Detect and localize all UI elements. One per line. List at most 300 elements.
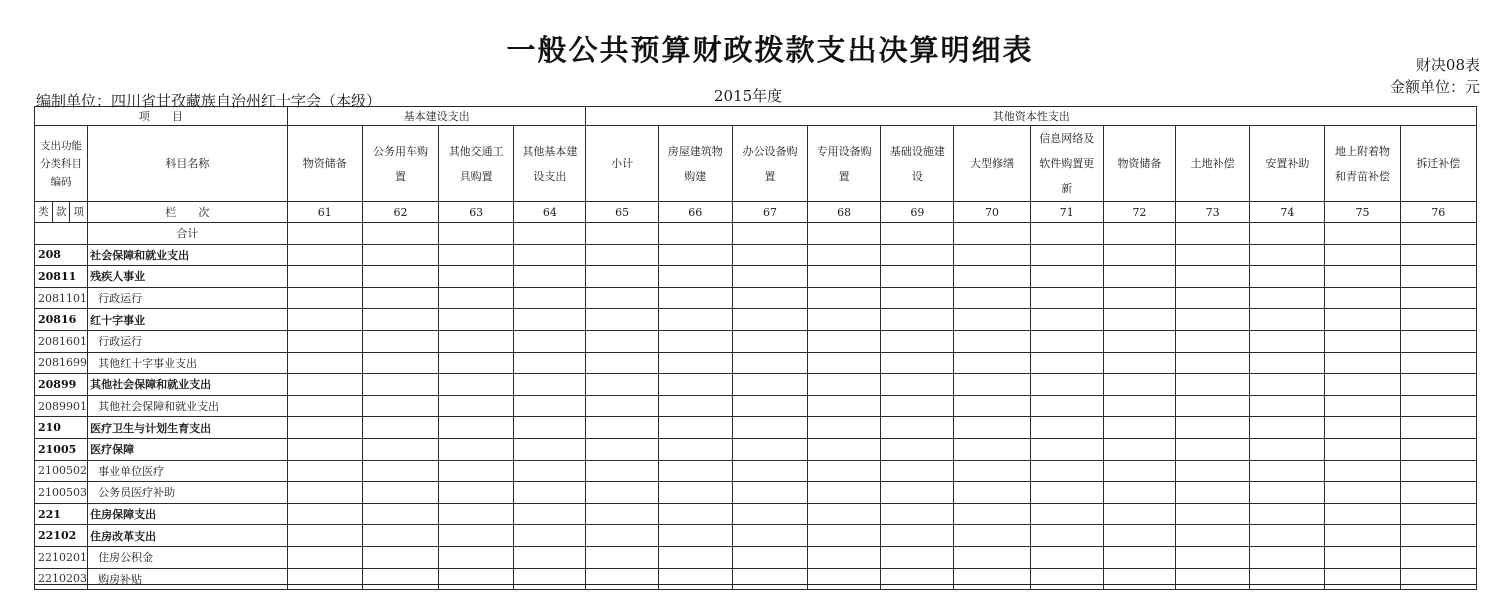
amount-cell — [1030, 287, 1103, 309]
amount-cell — [954, 287, 1030, 309]
amount-cell — [586, 244, 658, 266]
amount-cell — [881, 330, 954, 352]
amount-cell — [1250, 460, 1325, 482]
subject-code: 2100503 — [35, 482, 88, 504]
amount-cell — [1250, 482, 1325, 504]
amount-cell — [586, 503, 658, 525]
amount-cell — [362, 287, 438, 309]
amount-cell — [287, 417, 362, 439]
amount-cell — [732, 330, 807, 352]
amount-cell — [586, 568, 658, 590]
page-title: 一般公共预算财政拨款支出决算明细表 — [506, 33, 1034, 67]
amount-cell — [954, 546, 1030, 568]
table-row — [35, 438, 1477, 460]
amount-cell — [586, 438, 658, 460]
amount-cell — [1325, 482, 1400, 504]
item-header: 项 目 — [35, 107, 288, 126]
amount-cell — [881, 266, 954, 288]
subject-name: 行政运行 — [88, 330, 288, 352]
amount-cell — [808, 395, 881, 417]
amount-cell — [1325, 330, 1400, 352]
amount-cell — [954, 309, 1030, 331]
amount-cell — [1250, 417, 1325, 439]
subject-name: 住房公积金 — [88, 546, 288, 568]
amount-cell — [1250, 352, 1325, 374]
column-number: 66 — [658, 202, 732, 223]
amount-cell — [514, 266, 586, 288]
amount-cell — [439, 438, 514, 460]
amount-cell — [586, 374, 658, 396]
amount-cell — [954, 352, 1030, 374]
amount-cell — [732, 525, 807, 547]
amount-cell — [1325, 266, 1400, 288]
column-number: 67 — [732, 202, 807, 223]
column-number: 75 — [1325, 202, 1400, 223]
amount-cell — [881, 482, 954, 504]
amount-cell — [439, 460, 514, 482]
amount-cell — [586, 525, 658, 547]
column-number-label: 栏 次 — [88, 202, 288, 223]
amount-cell — [881, 503, 954, 525]
amount-cell — [287, 503, 362, 525]
amount-cell — [287, 460, 362, 482]
amount-cell — [1325, 417, 1400, 439]
subject-code: 208 — [35, 244, 88, 266]
amount-cell — [362, 438, 438, 460]
expenditure-detail-table — [34, 106, 1477, 590]
amount-cell — [954, 417, 1030, 439]
subject-name: 医疗保障 — [88, 438, 288, 460]
total-value-cell — [1400, 223, 1476, 245]
amount-cell — [732, 503, 807, 525]
amount-cell — [1030, 525, 1103, 547]
amount-cell — [954, 568, 1030, 590]
amount-cell — [1176, 525, 1250, 547]
amount-cell — [1176, 460, 1250, 482]
amount-cell — [954, 460, 1030, 482]
amount-cell — [439, 417, 514, 439]
amount-cell — [287, 546, 362, 568]
table-row — [35, 287, 1477, 309]
amount-cell — [808, 438, 881, 460]
column-header: 办公设备购置 — [732, 126, 807, 202]
amount-cell — [1325, 395, 1400, 417]
amount-cell — [439, 568, 514, 590]
amount-cell — [1103, 352, 1175, 374]
amount-cell — [954, 438, 1030, 460]
amount-cell — [658, 525, 732, 547]
amount-cell — [439, 330, 514, 352]
column-header: 其他交通工具购置 — [439, 126, 514, 202]
amount-cell — [287, 374, 362, 396]
amount-cell — [1325, 352, 1400, 374]
amount-cell — [1030, 395, 1103, 417]
amount-cell — [1325, 525, 1400, 547]
subject-name: 红十字事业 — [88, 309, 288, 331]
group-other-capital: 其他资本性支出 — [586, 107, 1477, 126]
amount-cell — [1400, 525, 1476, 547]
column-number: 71 — [1030, 202, 1103, 223]
amount-cell — [514, 287, 586, 309]
column-header: 拆迁补偿 — [1400, 126, 1476, 202]
amount-cell — [658, 287, 732, 309]
amount-cell — [1103, 460, 1175, 482]
code-header: 支出功能分类科目编码 — [35, 126, 88, 202]
amount-cell — [1250, 266, 1325, 288]
subject-name: 公务员医疗补助 — [88, 482, 288, 504]
amount-cell — [439, 352, 514, 374]
amount-cell — [881, 352, 954, 374]
column-number: 73 — [1176, 202, 1250, 223]
amount-cell — [954, 503, 1030, 525]
amount-cell — [808, 266, 881, 288]
column-number: 68 — [808, 202, 881, 223]
table-row — [35, 503, 1477, 525]
amount-cell — [1325, 460, 1400, 482]
amount-cell — [439, 482, 514, 504]
column-number: 63 — [439, 202, 514, 223]
amount-cell — [808, 546, 881, 568]
subject-name: 住房保障支出 — [88, 503, 288, 525]
amount-cell — [287, 525, 362, 547]
amount-cell — [1103, 309, 1175, 331]
amount-cell — [586, 330, 658, 352]
amount-cell — [658, 546, 732, 568]
amount-cell — [1250, 374, 1325, 396]
amount-cell — [514, 330, 586, 352]
amount-cell — [439, 309, 514, 331]
amount-cell — [808, 330, 881, 352]
amount-cell — [362, 244, 438, 266]
subject-code: 20816 — [35, 309, 88, 331]
amount-cell — [1400, 460, 1476, 482]
amount-cell — [954, 330, 1030, 352]
amount-cell — [1176, 482, 1250, 504]
amount-cell — [1176, 395, 1250, 417]
amount-cell — [287, 309, 362, 331]
amount-cell — [658, 417, 732, 439]
column-header: 土地补偿 — [1176, 126, 1250, 202]
amount-cell — [1176, 352, 1250, 374]
amount-cell — [658, 352, 732, 374]
amount-cell — [1400, 568, 1476, 590]
amount-cell — [658, 503, 732, 525]
amount-cell — [1400, 417, 1476, 439]
amount-cell — [658, 374, 732, 396]
amount-cell — [439, 525, 514, 547]
column-number: 64 — [514, 202, 586, 223]
amount-cell — [732, 374, 807, 396]
amount-cell — [514, 482, 586, 504]
total-value-cell — [732, 223, 807, 245]
amount-cell — [1103, 244, 1175, 266]
amount-cell — [732, 482, 807, 504]
amount-cell — [954, 482, 1030, 504]
column-header: 基础设施建设 — [881, 126, 954, 202]
amount-cell — [658, 395, 732, 417]
amount-cell — [1400, 546, 1476, 568]
total-value-cell — [1030, 223, 1103, 245]
amount-cell — [586, 460, 658, 482]
amount-cell — [1325, 244, 1400, 266]
amount-cell — [1400, 482, 1476, 504]
amount-cell — [1176, 438, 1250, 460]
column-header: 小计 — [586, 126, 658, 202]
amount-cell — [514, 503, 586, 525]
form-number: 财决08表 — [1415, 56, 1480, 74]
subject-name: 住房改革支出 — [88, 525, 288, 547]
amount-cell — [362, 266, 438, 288]
amount-cell — [1400, 330, 1476, 352]
amount-cell — [1103, 525, 1175, 547]
amount-cell — [954, 244, 1030, 266]
amount-cell — [514, 546, 586, 568]
subject-name: 医疗卫生与计划生育支出 — [88, 417, 288, 439]
table-row — [35, 482, 1477, 504]
amount-cell — [1176, 266, 1250, 288]
amount-cell — [881, 546, 954, 568]
amount-cell — [1250, 395, 1325, 417]
amount-cell — [881, 287, 954, 309]
amount-cell — [808, 287, 881, 309]
amount-cell — [732, 395, 807, 417]
amount-cell — [881, 568, 954, 590]
amount-cell — [1103, 330, 1175, 352]
amount-cell — [732, 266, 807, 288]
amount-cell — [808, 309, 881, 331]
amount-cell — [1030, 244, 1103, 266]
amount-cell — [514, 438, 586, 460]
amount-cell — [439, 503, 514, 525]
subject-code: 2081699 — [35, 352, 88, 374]
amount-cell — [514, 395, 586, 417]
amount-cell — [881, 244, 954, 266]
amount-cell — [1030, 546, 1103, 568]
amount-cell — [1030, 352, 1103, 374]
amount-cell — [586, 482, 658, 504]
amount-cell — [439, 374, 514, 396]
amount-cell — [287, 244, 362, 266]
amount-cell — [362, 503, 438, 525]
amount-cell — [954, 395, 1030, 417]
amount-cell — [732, 568, 807, 590]
amount-cell — [362, 309, 438, 331]
total-value-cell — [1176, 223, 1250, 245]
amount-cell — [1325, 568, 1400, 590]
amount-cell — [1400, 244, 1476, 266]
amount-cell — [1030, 568, 1103, 590]
amount-cell — [362, 525, 438, 547]
amount-cell — [1103, 503, 1175, 525]
subject-name: 社会保障和就业支出 — [88, 244, 288, 266]
amount-cell — [1030, 460, 1103, 482]
table-row — [35, 525, 1477, 547]
subject-name: 残疾人事业 — [88, 266, 288, 288]
table-row — [35, 568, 1477, 590]
amount-cell — [514, 525, 586, 547]
amount-cell — [1103, 266, 1175, 288]
amount-cell — [586, 309, 658, 331]
amount-cell — [514, 460, 586, 482]
amount-cell — [881, 525, 954, 547]
table-row — [35, 330, 1477, 352]
subject-code: 2081101 — [35, 287, 88, 309]
subject-code: 221 — [35, 503, 88, 525]
amount-cell — [1325, 438, 1400, 460]
total-value-cell — [514, 223, 586, 245]
subject-name: 行政运行 — [88, 287, 288, 309]
amount-cell — [1176, 287, 1250, 309]
level-section: 款 — [53, 202, 71, 222]
amount-cell — [808, 374, 881, 396]
column-number: 62 — [362, 202, 438, 223]
amount-cell — [881, 374, 954, 396]
amount-cell — [586, 287, 658, 309]
amount-cell — [732, 352, 807, 374]
amount-cell — [881, 309, 954, 331]
amount-cell — [514, 374, 586, 396]
amount-cell — [1325, 374, 1400, 396]
amount-cell — [881, 417, 954, 439]
amount-cell — [586, 266, 658, 288]
amount-cell — [439, 244, 514, 266]
reporting-unit: 编制单位：四川省甘孜藏族自治州红十字会（本级） — [36, 92, 382, 110]
amount-cell — [732, 309, 807, 331]
subject-name: 其他社会保障和就业支出 — [88, 395, 288, 417]
amount-cell — [1250, 503, 1325, 525]
amount-cell — [1400, 266, 1476, 288]
amount-cell — [362, 568, 438, 590]
amount-cell — [362, 417, 438, 439]
amount-cell — [1325, 287, 1400, 309]
amount-cell — [1030, 417, 1103, 439]
amount-cell — [658, 438, 732, 460]
amount-cell — [881, 395, 954, 417]
amount-cell — [1030, 503, 1103, 525]
table-row — [35, 244, 1477, 266]
table-row — [35, 352, 1477, 374]
level-labels — [35, 202, 88, 223]
level-item: 项 — [73, 206, 85, 218]
amount-cell — [658, 266, 732, 288]
total-value-cell — [1103, 223, 1175, 245]
amount-cell — [362, 460, 438, 482]
amount-cell — [732, 546, 807, 568]
amount-cell — [1103, 482, 1175, 504]
table-row — [35, 374, 1477, 396]
total-value-cell — [439, 223, 514, 245]
amount-cell — [1400, 309, 1476, 331]
table-row — [35, 460, 1477, 482]
amount-cell — [1030, 374, 1103, 396]
amount-cell — [362, 330, 438, 352]
table-row — [35, 309, 1477, 331]
amount-cell — [1103, 374, 1175, 396]
amount-cell — [287, 395, 362, 417]
amount-cell — [808, 244, 881, 266]
amount-cell — [954, 266, 1030, 288]
amount-cell — [808, 482, 881, 504]
amount-cell — [732, 417, 807, 439]
amount-cell — [287, 266, 362, 288]
group-basic-construction: 基本建设支出 — [287, 107, 586, 126]
column-header: 大型修缮 — [954, 126, 1030, 202]
amount-cell — [1400, 374, 1476, 396]
amount-cell — [1176, 546, 1250, 568]
table-row — [35, 266, 1477, 288]
amount-cell — [1176, 503, 1250, 525]
amount-cell — [287, 330, 362, 352]
amount-cell — [1250, 330, 1325, 352]
amount-cell — [954, 374, 1030, 396]
amount-cell — [1030, 309, 1103, 331]
amount-cell — [1176, 417, 1250, 439]
subject-code: 2089901 — [35, 395, 88, 417]
amount-cell — [808, 352, 881, 374]
subject-code: 2210203 — [35, 568, 88, 590]
table-row — [35, 546, 1477, 568]
subject-code: 20811 — [35, 266, 88, 288]
amount-cell — [287, 352, 362, 374]
total-value-cell — [1325, 223, 1400, 245]
amount-cell — [1250, 525, 1325, 547]
amount-cell — [514, 568, 586, 590]
amount-cell — [1250, 309, 1325, 331]
amount-cell — [287, 287, 362, 309]
amount-cell — [514, 417, 586, 439]
column-header: 公务用车购置 — [362, 126, 438, 202]
subject-code: 2210201 — [35, 546, 88, 568]
amount-cell — [1030, 438, 1103, 460]
subject-code: 2100502 — [35, 460, 88, 482]
total-value-cell — [954, 223, 1030, 245]
subject-code: 22102 — [35, 525, 88, 547]
fiscal-year: 2015年度 — [714, 87, 783, 105]
amount-cell — [808, 417, 881, 439]
column-header: 安置补助 — [1250, 126, 1325, 202]
amount-cell — [1400, 438, 1476, 460]
amount-cell — [658, 568, 732, 590]
amount-cell — [808, 460, 881, 482]
total-value-cell — [1250, 223, 1325, 245]
amount-cell — [658, 309, 732, 331]
amount-cell — [1250, 546, 1325, 568]
amount-cell — [362, 395, 438, 417]
amount-cell — [881, 438, 954, 460]
column-header: 其他基本建设支出 — [514, 126, 586, 202]
amount-cell — [1176, 374, 1250, 396]
amount-cell — [1400, 395, 1476, 417]
amount-cell — [1103, 395, 1175, 417]
amount-cell — [658, 460, 732, 482]
column-number: 65 — [586, 202, 658, 223]
amount-cell — [808, 568, 881, 590]
subject-code: 210 — [35, 417, 88, 439]
amount-cell — [287, 568, 362, 590]
amount-cell — [658, 244, 732, 266]
amount-cell — [586, 546, 658, 568]
amount-cell — [1325, 503, 1400, 525]
amount-cell — [362, 352, 438, 374]
amount-cell — [954, 525, 1030, 547]
total-label: 合计 — [88, 223, 288, 245]
total-value-cell — [658, 223, 732, 245]
amount-cell — [1103, 546, 1175, 568]
column-number: 61 — [287, 202, 362, 223]
amount-cell — [586, 395, 658, 417]
amount-cell — [1030, 330, 1103, 352]
amount-cell — [362, 374, 438, 396]
